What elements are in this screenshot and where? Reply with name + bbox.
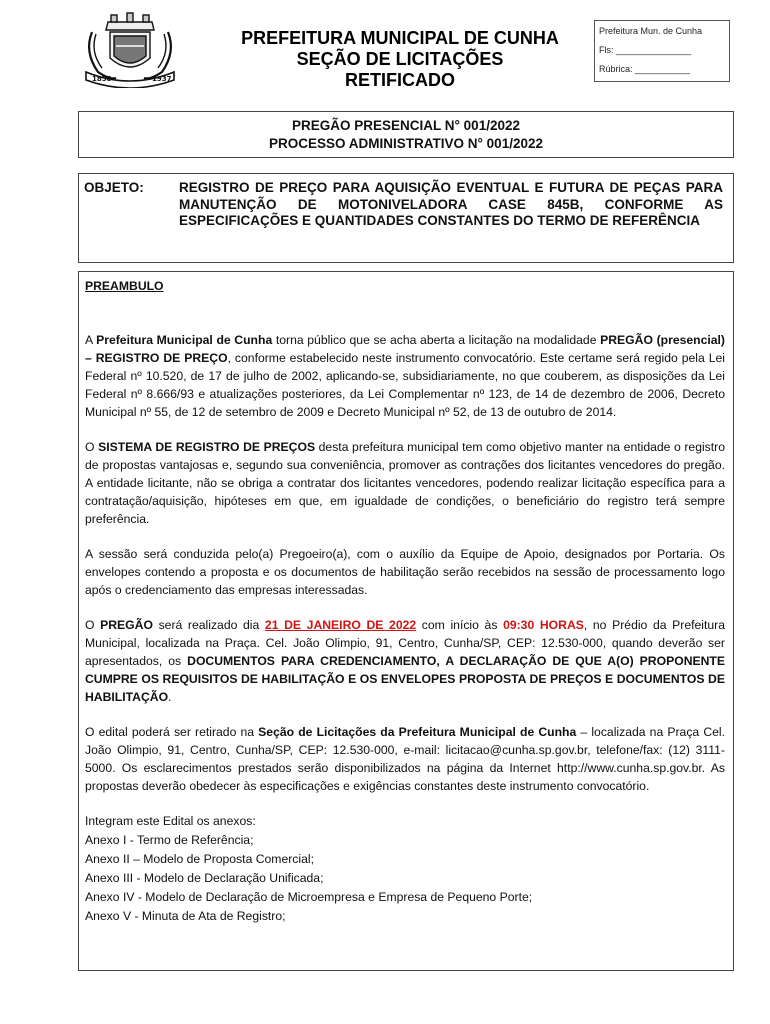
process-number-box [78,111,734,158]
pregao-number: PREGÃO PRESENCIAL N° 001/2022 [292,118,520,133]
bold-text: PREGÃO (presencial) – REGISTRO DE PREÇO [85,333,725,365]
annex-item: Anexo IV - Modelo de Declaração de Microempresa e Empresa de Pequeno Porte; [85,890,533,904]
crest-year-left: 1858 [92,75,112,83]
bold-text: DOCUMENTOS PARA CREDENCIAMENTO, A DECLARAÇÃO DE QUE A(O) PROPONENTE CUMPRE OS REQUISITOS DE HABILITAÇÃO E OS ENVELOPES PROPOSTA DE PREÇOS E DOCUMENTOS DE HABILITAÇÃO [85,654,725,704]
session-time: 09:30 HORAS [503,618,584,632]
municipal-crest-logo [78,10,182,88]
annex-item: Anexo I - Termo de Referência; [85,833,254,847]
stamp-signature-field: Rúbrica: ___________ [599,64,691,74]
annex-item: Anexo V - Minuta de Ata de Registro; [85,909,286,923]
bold-text: PREGÃO [100,618,153,632]
object-label: OBJETO: [84,180,144,195]
process-number: PROCESSO ADMINISTRATIVO N° 001/2022 [269,136,543,151]
header-title-line: PREFEITURA MUNICIPAL DE CUNHA [241,28,559,48]
annex-item: Anexo II – Modelo de Proposta Comercial; [85,852,314,866]
bold-text: SISTEMA DE REGISTRO DE PREÇOS [98,440,316,454]
stamp-pages-field: Fls: _______________ [599,45,692,55]
stamp-line: Prefeitura Mun. de Cunha [599,26,703,36]
object-box [78,173,734,263]
annex-intro: Integram este Edital os anexos: [85,814,256,828]
preamble-paragraph: O SISTEMA DE REGISTRO DE PREÇOS desta prefeitura municipal tem como objetivo manter na entidade o registro de propostas vantajosas e, segundo sua conveniência, promover as contrações dos licitantes vencedores do pregão. A entidade licitante, não se obriga a contratar dos licitantes vencedores, podendo realizar licitação específica para a contratação/aquisição, hipóteses em que, em igualdade de condições, o beneficiário do registro terá sempre preferência. [85,440,725,526]
bold-text: Prefeitura Municipal de Cunha [96,333,273,347]
preamble-section [78,271,734,971]
session-date: 21 DE JANEIRO DE 2022 [264,618,417,632]
preamble-paragraph: A sessão será conduzida pelo(a) Pregoeiro(a), com o auxílio da Equipe de Apoio, designados por Portaria. Os envelopes contendo a proposta e os documentos de habilitação serão recebidos na sessão de processamento logo após o credenciamento das empresas interessadas. [85,547,725,597]
header-title-line: SEÇÃO DE LICITAÇÕES [296,49,504,69]
crest-year-right: 1937 [152,75,172,83]
preamble-paragraph: O PREGÃO será realizado dia 21 DE JANEIRO DE 2022 com início às 09:30 HORAS, no Prédio da Prefeitura Municipal, localizada na Praça. Cel. João Olimpio, 91, Centro, Cunha/SP, CEP: 12.530-000, quando deverão ser apresentados, os DOCUMENTOS PARA CREDENCIAMENTO, A DECLARAÇÃO DE QUE A(O) PROPONENTE CUMPRE OS REQUISITOS DE HABILITAÇÃO E OS ENVELOPES PROPOSTA DE PREÇOS E DOCUMENTOS DE HABILITAÇÃO. [85,618,725,704]
object-text: REGISTRO DE PREÇO PARA AQUISIÇÃO EVENTUAL E FUTURA DE PEÇAS PARA MANUTENÇÃO DE MOTONIVELADORA CASE 845B, CONFORME AS ESPECIFICAÇÕES E QUANTIDADES CONSTANTES DO TERMO DE REFERÊNCIA [179,180,723,228]
preamble-paragraph: O edital poderá ser retirado na Seção de Licitações da Prefeitura Municipal de Cunha – localizada na Praça Cel. João Olimpio, 91, Centro, Cunha/SP, CEP: 12.530-000, e-mail: licitacao@cunha.sp.gov.br, telefone/fax: (12) 3111-5000. Os esclarecimentos prestados serão disponibilizados na página da Internet http://www.cunha.sp.gov.br. As propostas deverão obedecer às especificações e exigências constantes deste instrumento convocatório. [85,725,725,793]
page-stamp-box [594,20,730,82]
header-title-line: RETIFICADO [345,70,455,90]
bold-text: Seção de Licitações da Prefeitura Municipal de Cunha [258,725,577,739]
preamble-title: PREAMBULO [85,279,164,293]
preamble-paragraph: A Prefeitura Municipal de Cunha torna público que se acha aberta a licitação na modalidade PREGÃO (presencial) – REGISTRO DE PREÇO, conforme estabelecido neste instrumento convocatório. Este certame será regido pela Lei Federal nº 10.520, de 17 de julho de 2002, aplicando-se, subsidiariamente, no que couberem, as disposições da Lei Federal nº 8.666/93 e atualizações posteriores, da Lei Complementar nº 123, de 14 de dezembro de 2006, Decreto Municipal nº 55, de 12 de setembro de 2009 e Decreto Municipal nº 52, de 13 de outubro de 2014. [85,333,726,419]
annex-item: Anexo III - Modelo de Declaração Unificada; [85,871,324,885]
header-title [215,28,585,91]
